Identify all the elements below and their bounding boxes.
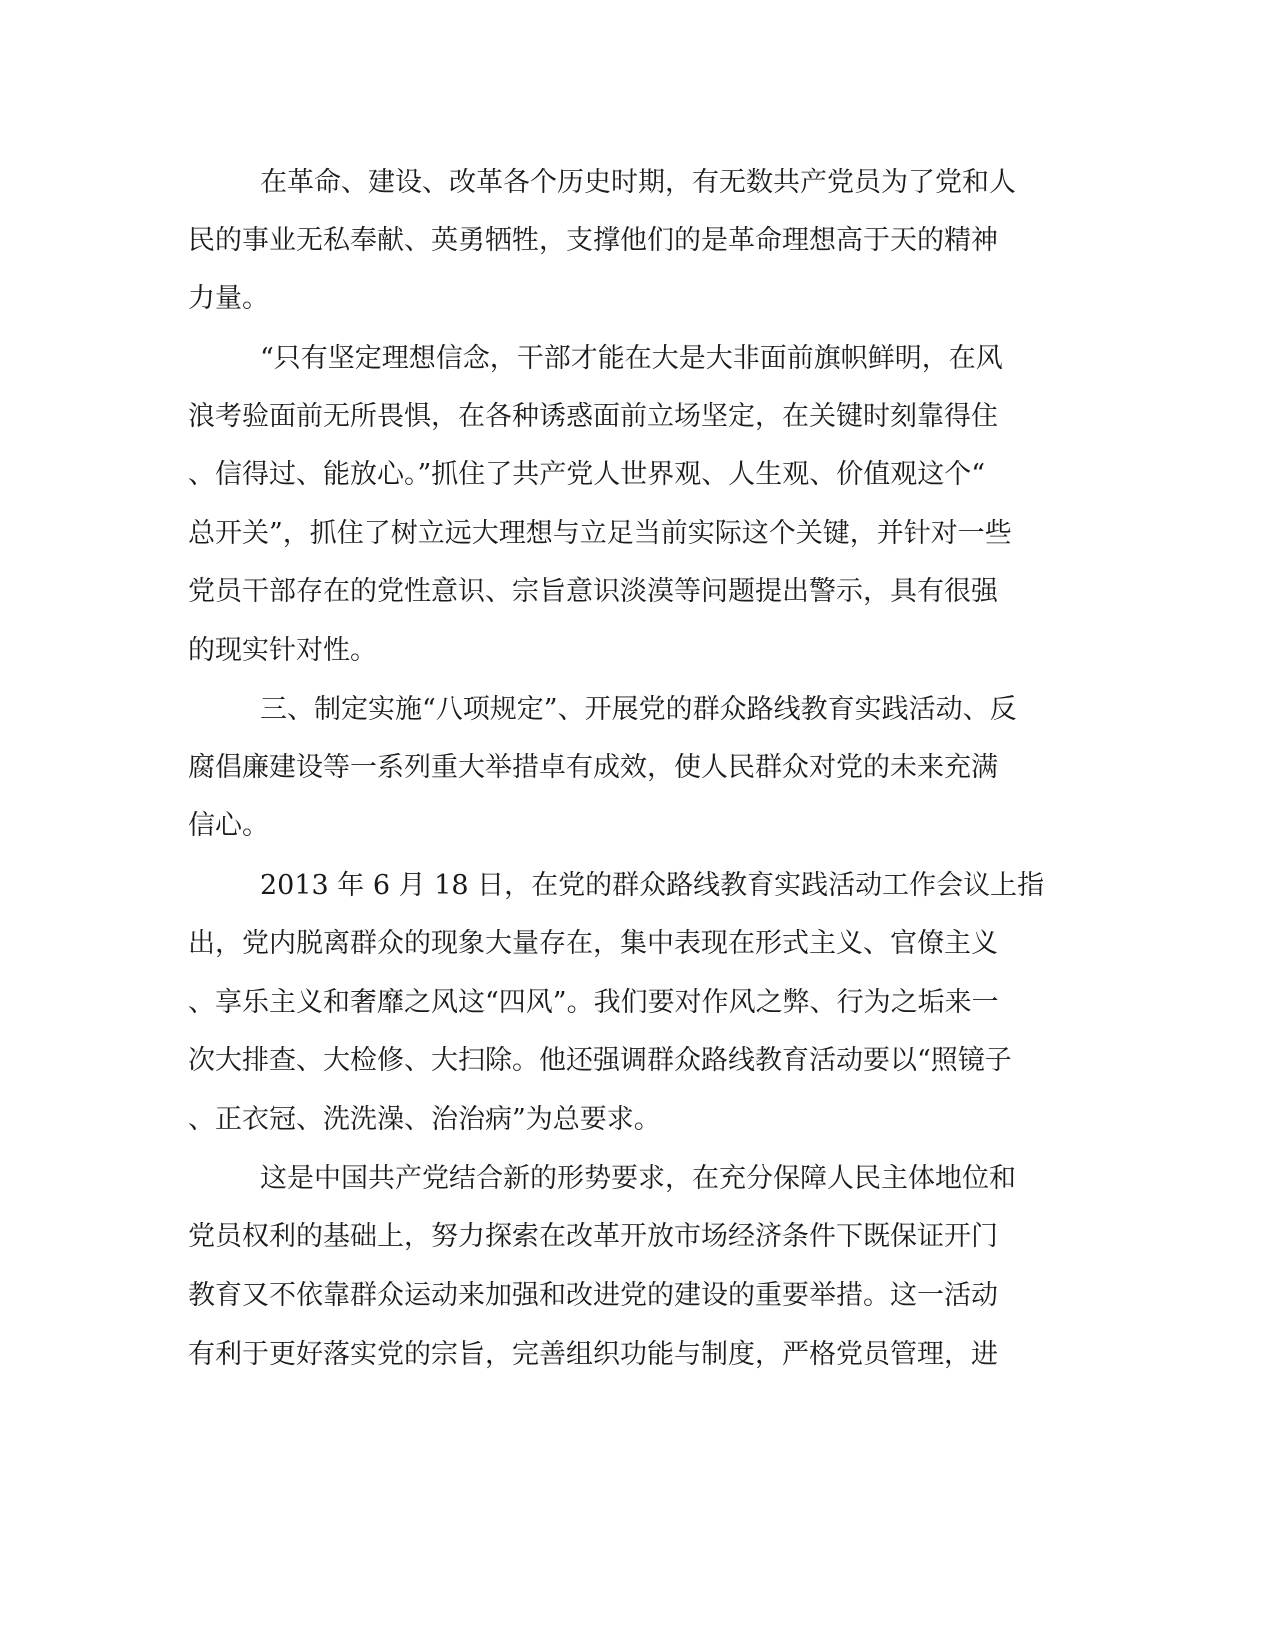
text-line: 出，党内脱离群众的现象大量存在，集中表现在形式主义、官僚主义 — [188, 928, 998, 959]
text-line: 三、制定实施“八项规定”、开展党的群众路线教育实践活动、反 — [260, 694, 1017, 725]
text-line: 、信得过、能放心。”抓住了共产党人世界观、人生观、价值观这个“ — [188, 459, 986, 490]
text-line: 、正衣冠、洗洗澡、治治病”为总要求。 — [188, 1104, 661, 1135]
text-line: 民的事业无私奉献、英勇牺牲，支撑他们的是革命理想高于天的精神 — [188, 225, 998, 256]
text-line: 教育又不依靠群众运动来加强和改进党的建设的重要举措。这一活动 — [188, 1280, 998, 1311]
text-line: 总开关”，抓住了树立远大理想与立足当前实际这个关键，并针对一些 — [188, 518, 1012, 549]
text-line: 党员干部存在的党性意识、宗旨意识淡漠等问题提出警示，具有很强 — [188, 576, 998, 607]
text-line: “只有坚定理想信念，干部才能在大是大非面前旗帜鲜明，在风 — [260, 343, 1003, 374]
text-line: 浪考验面前无所畏惧，在各种诱惑面前立场坚定，在关键时刻靠得住 — [188, 401, 998, 432]
text-line: 2013 年 6 月 18 日，在党的群众路线教育实践活动工作会议上指 — [260, 870, 1045, 901]
text-line: 有利于更好落实党的宗旨，完善组织功能与制度，严格党员管理，进 — [188, 1339, 998, 1370]
text-line: 次大排查、大检修、大扫除。他还强调群众路线教育活动要以“照镜子 — [188, 1045, 1012, 1076]
text-line: 、享乐主义和奢靡之风这“四风”。我们要对作风之弊、行为之垢来一 — [188, 987, 999, 1018]
text-line: 这是中国共产党结合新的形势要求，在充分保障人民主体地位和 — [260, 1163, 1016, 1194]
text-line: 信心。 — [188, 810, 269, 841]
text-line: 力量。 — [188, 283, 269, 314]
text-line: 的现实针对性。 — [188, 635, 377, 666]
text-line: 党员权利的基础上，努力探索在改革开放市场经济条件下既保证开门 — [188, 1221, 998, 1252]
text-line: 腐倡廉建设等一系列重大举措卓有成效，使人民群众对党的未来充满 — [188, 752, 998, 783]
text-line: 在革命、建设、改革各个历史时期，有无数共产党员为了党和人 — [260, 167, 1016, 198]
